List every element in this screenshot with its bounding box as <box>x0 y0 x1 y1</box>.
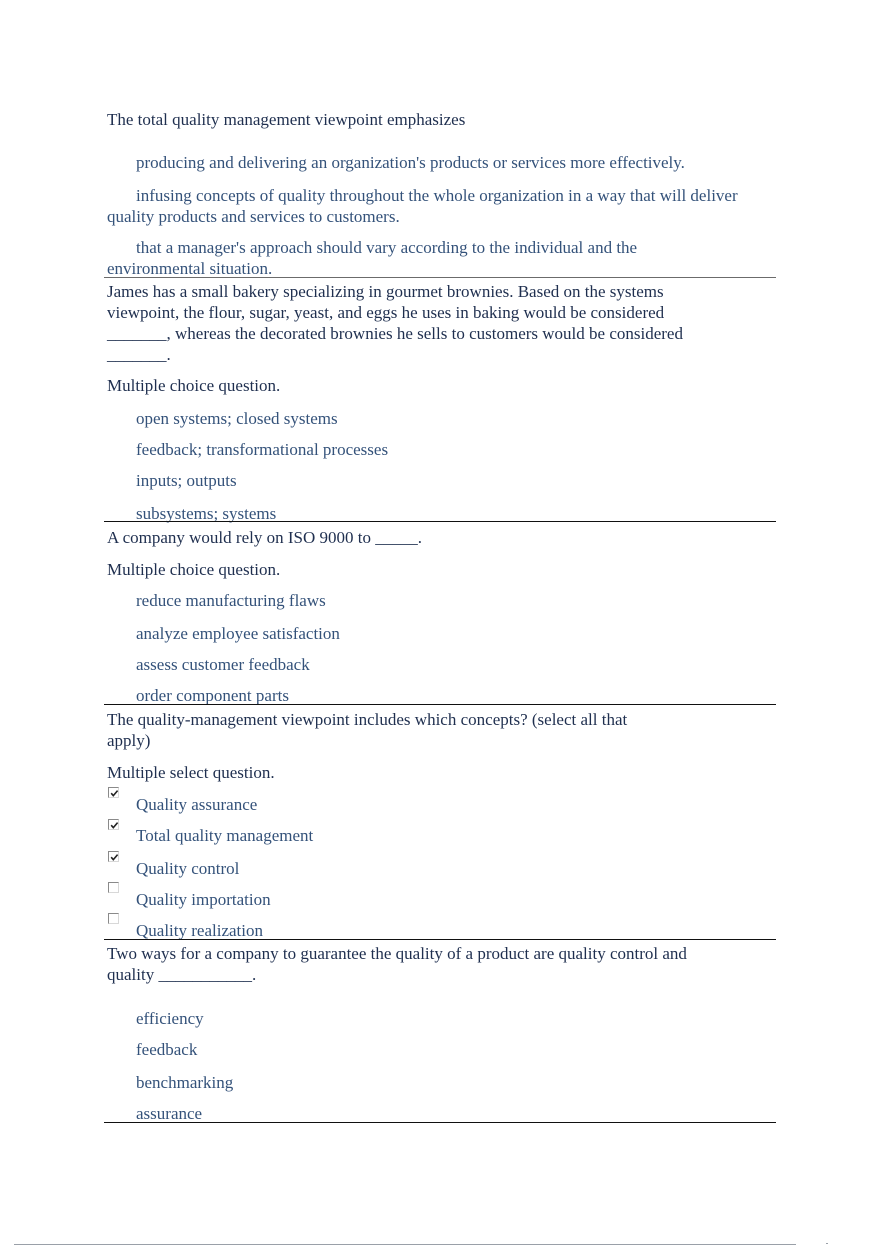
answer-option[interactable]: Quality assurance <box>136 795 258 814</box>
question-divider <box>104 521 776 522</box>
answer-option[interactable]: efficiency <box>136 1009 204 1028</box>
answer-option[interactable]: Quality control <box>136 859 240 878</box>
checkbox-checked-icon[interactable] <box>108 787 119 798</box>
answer-option[interactable]: subsystems; systems <box>136 504 277 523</box>
checkbox-unchecked-icon[interactable] <box>108 913 119 924</box>
answer-option[interactable]: Total quality management <box>136 826 314 845</box>
answer-option[interactable]: feedback <box>136 1040 198 1059</box>
question-divider <box>104 1122 776 1123</box>
question-type: Multiple choice question. <box>107 376 281 395</box>
question-type: Multiple select question. <box>107 763 275 782</box>
answer-option[interactable]: order component parts <box>136 686 289 705</box>
answer-option[interactable]: that a manager's approach should vary according to the individual and the environmental situation. <box>107 238 638 278</box>
question-text: Two ways for a company to guarantee the quality of a product are quality control and quality ___________. <box>107 944 687 984</box>
question-text: The quality-management viewpoint includes which concepts? (select all that apply) <box>107 710 628 750</box>
answer-option[interactable]: open systems; closed systems <box>136 409 338 428</box>
answer-option[interactable]: infusing concepts of quality throughout the whole organization in a way that will deliver quality products and services to customers. <box>107 186 738 226</box>
answer-option[interactable]: assess customer feedback <box>136 655 310 674</box>
checkbox-checked-icon[interactable] <box>108 851 119 862</box>
answer-option[interactable]: assurance <box>136 1104 203 1123</box>
answer-option[interactable]: feedback; transformational processes <box>136 440 389 459</box>
question-divider <box>104 277 776 278</box>
answer-option[interactable]: producing and delivering an organization's products or services more effectively. <box>136 153 685 172</box>
answer-option[interactable]: inputs; outputs <box>136 471 237 490</box>
checkbox-unchecked-icon[interactable] <box>108 882 119 893</box>
question-text: The total quality management viewpoint emphasizes <box>107 110 466 129</box>
question-text: A company would rely on ISO 9000 to _____. <box>107 528 422 547</box>
checkbox-checked-icon[interactable] <box>108 819 119 830</box>
page-footer-mark <box>826 1243 828 1244</box>
question-type: Multiple choice question. <box>107 560 281 579</box>
answer-option[interactable]: benchmarking <box>136 1073 234 1092</box>
answer-option[interactable]: Quality importation <box>136 890 271 909</box>
question-divider <box>104 939 776 940</box>
answer-option[interactable]: analyze employee satisfaction <box>136 624 340 643</box>
question-divider <box>104 704 776 705</box>
question-text: James has a small bakery specializing in gourmet brownies. Based on the systems viewpoint, the flour, sugar, yeast, and eggs he uses in baking would be considered _______, whereas the decorated brownies he sells to customers would be considered _______. <box>107 282 683 364</box>
answer-option[interactable]: reduce manufacturing flaws <box>136 591 326 610</box>
page-footer-line <box>14 1244 796 1245</box>
answer-option[interactable]: Quality realization <box>136 921 263 940</box>
